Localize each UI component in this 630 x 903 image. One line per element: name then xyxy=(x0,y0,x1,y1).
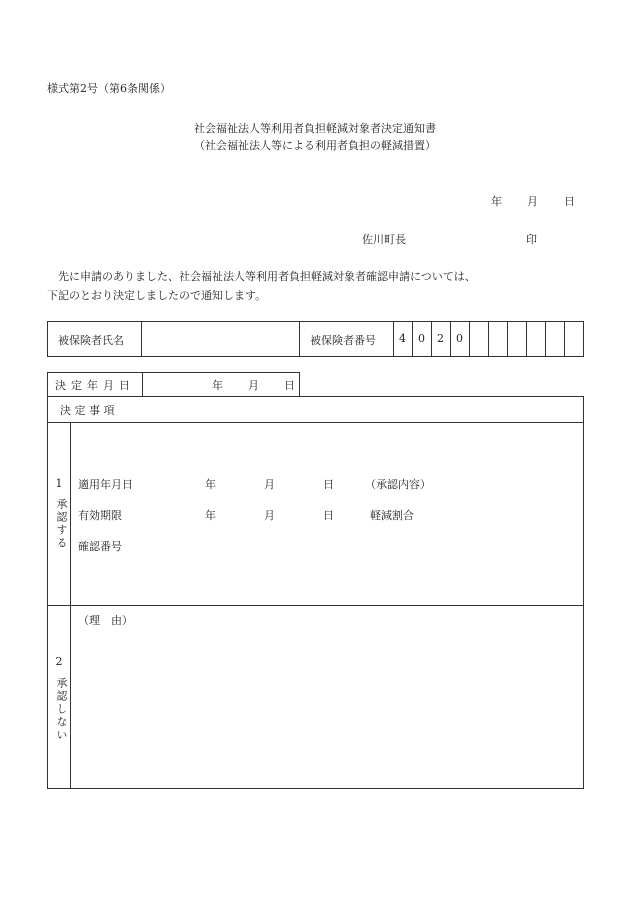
decision-date-month[interactable]: 月 xyxy=(248,379,259,392)
insured-number-digit[interactable]: 2 xyxy=(437,332,444,345)
date-year: 年 xyxy=(491,195,502,208)
reason-label: （理 由） xyxy=(78,614,133,627)
applied-day[interactable]: 日 xyxy=(323,478,334,491)
decision-items-table xyxy=(47,396,584,789)
confirmation-number-label: 確認番号 xyxy=(78,540,122,553)
insured-name-label: 被保険者氏名 xyxy=(58,334,124,347)
decision-date-label: 決定年月日 xyxy=(55,379,135,392)
issuer-name: 佐川町長 xyxy=(362,233,406,246)
decision-date-day[interactable]: 日 xyxy=(284,379,295,392)
reduction-rate-label: 軽減割合 xyxy=(370,509,414,522)
valid-month[interactable]: 月 xyxy=(264,509,275,522)
form-number: 様式第2号（第6条関係） xyxy=(47,82,171,95)
approval-content-label: （承認内容） xyxy=(365,478,431,491)
deny-number: 2 xyxy=(55,655,63,668)
valid-day[interactable]: 日 xyxy=(323,509,334,522)
document-subtitle: （社会福祉法人等による利用者負担の軽減措置） xyxy=(194,139,436,152)
approve-number: 1 xyxy=(55,477,63,490)
applied-year[interactable]: 年 xyxy=(205,478,216,491)
insured-number-digit[interactable]: 0 xyxy=(418,332,425,345)
seal-mark: 印 xyxy=(526,233,537,246)
applied-date-label: 適用年月日 xyxy=(78,478,133,491)
insured-number-label: 被保険者番号 xyxy=(310,334,376,347)
insured-number-digit[interactable]: 4 xyxy=(399,332,406,345)
insured-number-digit[interactable]: 0 xyxy=(456,332,463,345)
applied-month[interactable]: 月 xyxy=(264,478,275,491)
body-text-line1: 先に申請のありました、社会福祉法人等利用者負担軽減対象者確認申請については、 xyxy=(58,270,476,283)
decision-items-header: 決 定 事 項 xyxy=(60,404,115,417)
date-day: 日 xyxy=(564,195,575,208)
document-title: 社会福祉法人等利用者負担軽減対象者決定通知書 xyxy=(194,122,436,135)
decision-date-year[interactable]: 年 xyxy=(212,379,223,392)
approve-label: 承認する xyxy=(55,498,68,550)
valid-year[interactable]: 年 xyxy=(205,509,216,522)
body-text-line2: 下記のとおり決定しましたので通知します。 xyxy=(47,289,267,302)
date-month: 月 xyxy=(527,195,538,208)
valid-until-label: 有効期限 xyxy=(78,509,122,522)
deny-label: 承認しない xyxy=(55,677,68,742)
